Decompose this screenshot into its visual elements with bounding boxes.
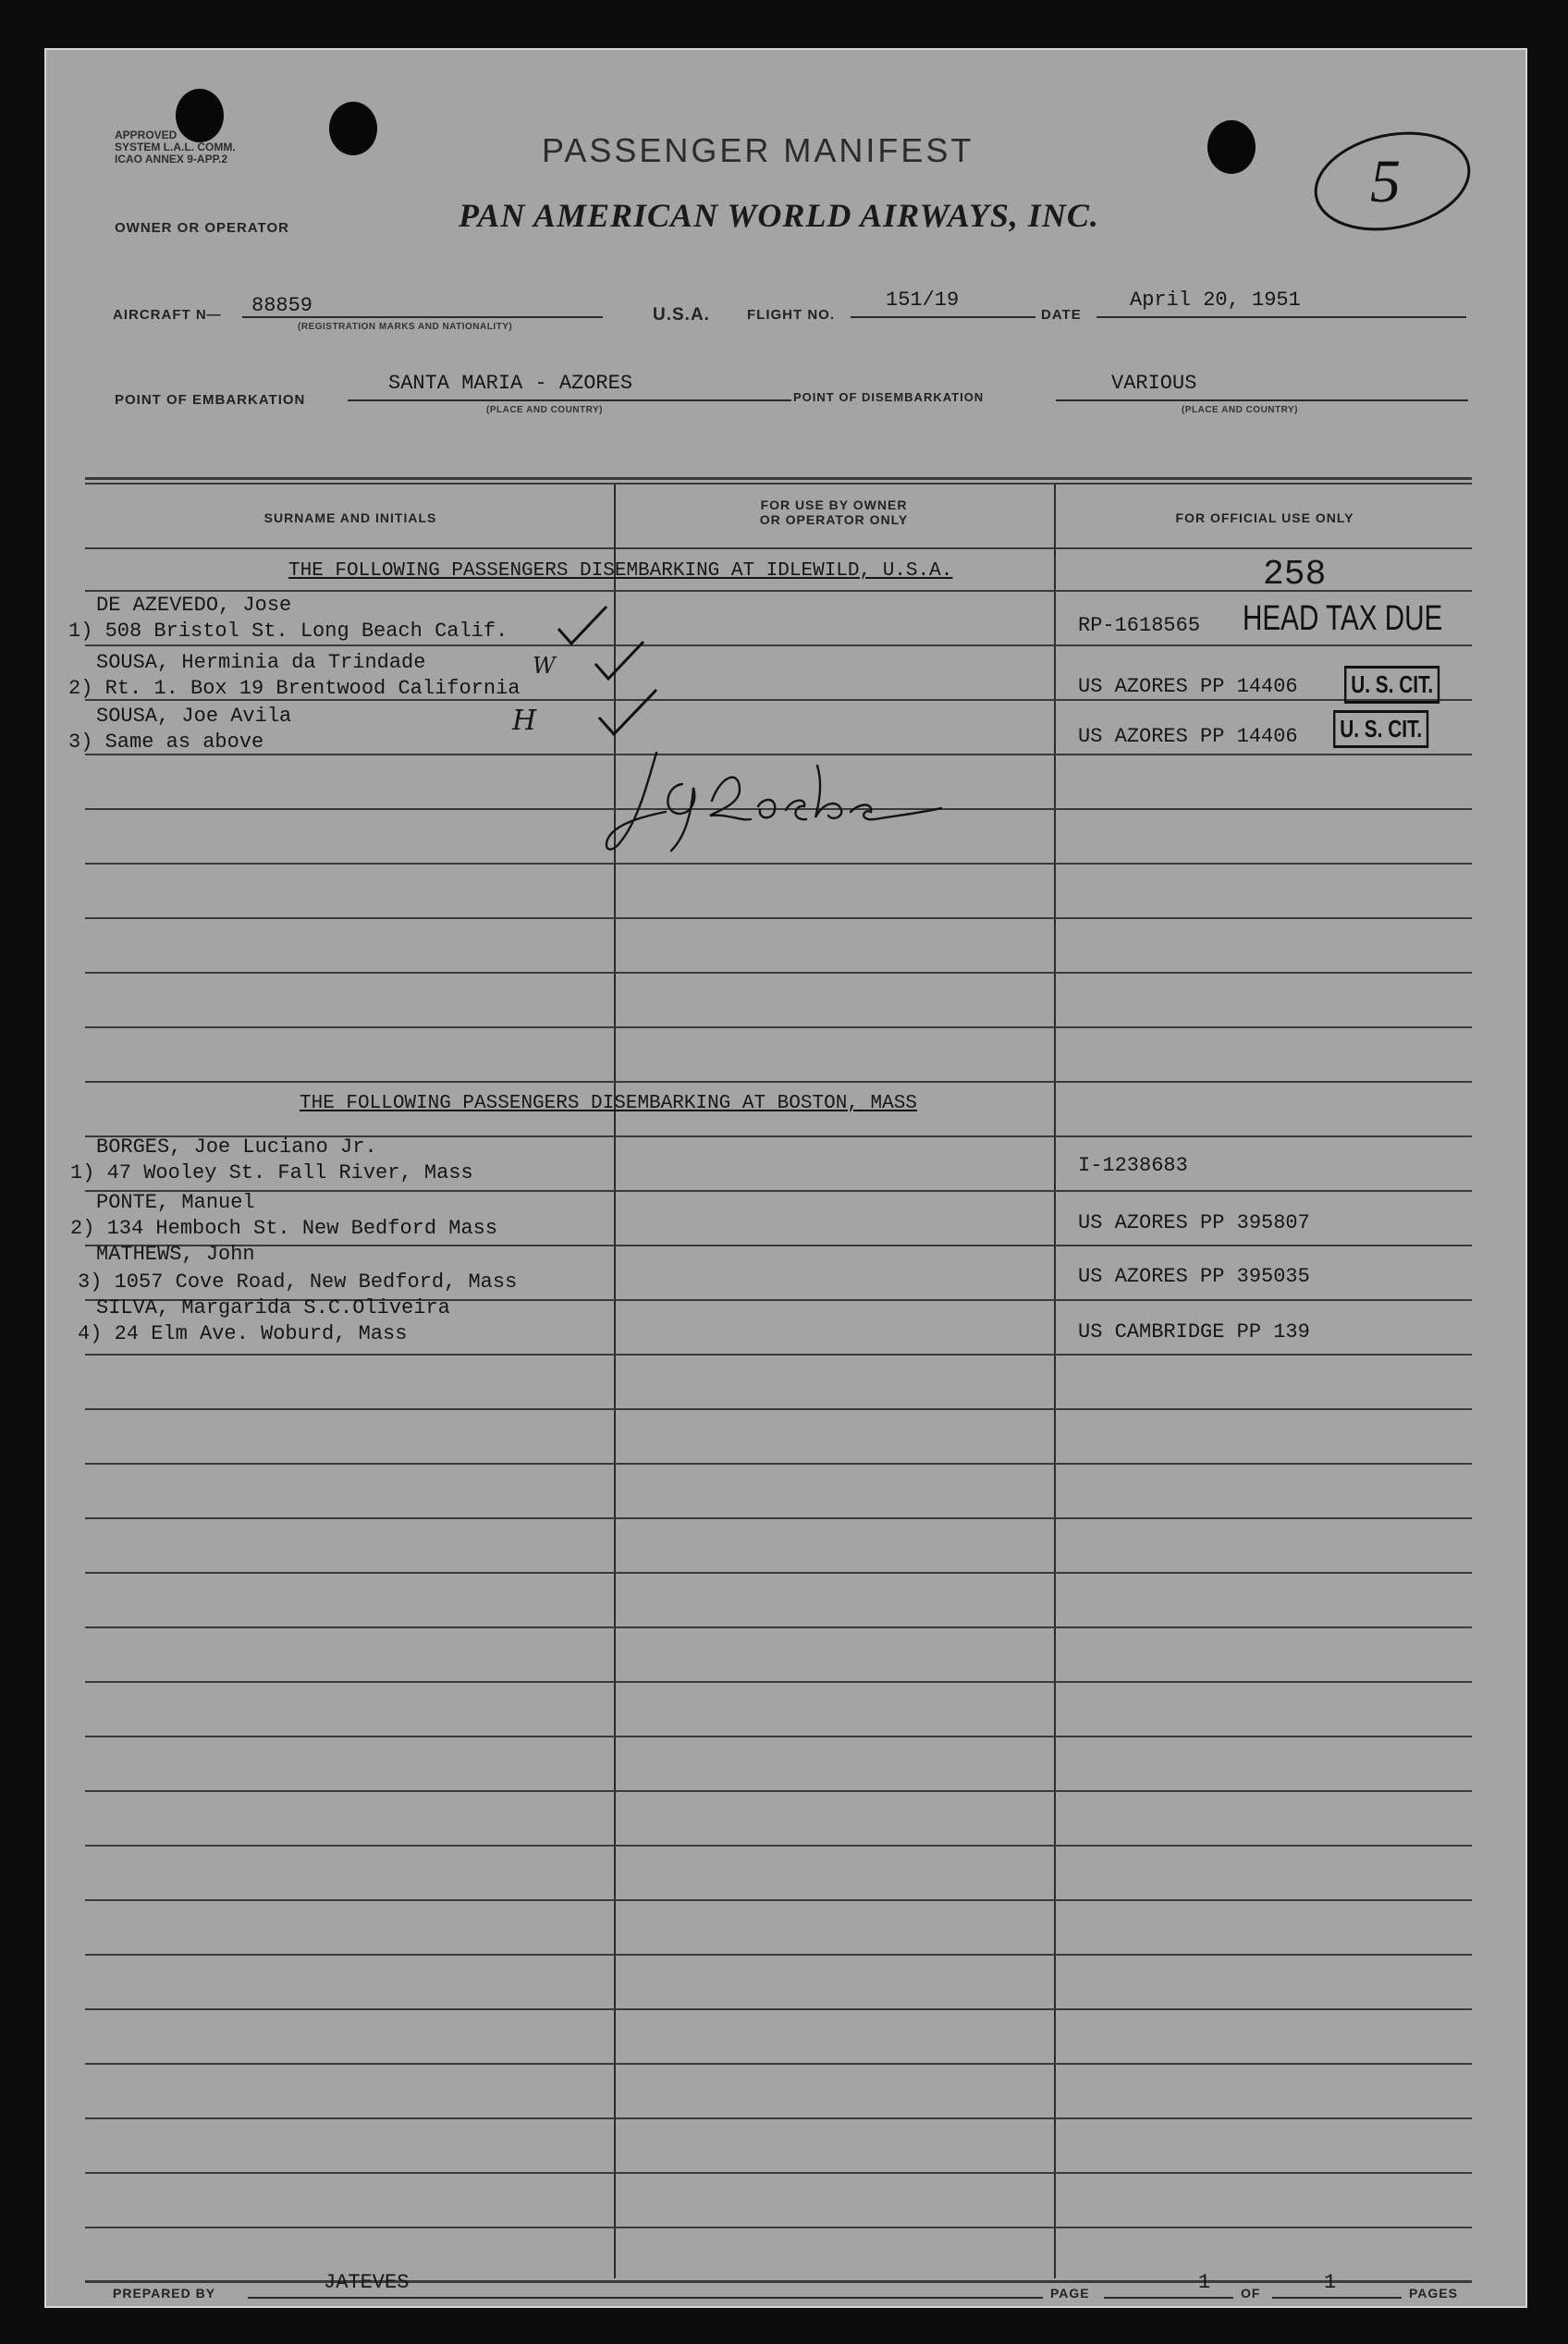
- punch-hole-right: [1207, 120, 1256, 174]
- owner-value: PAN AMERICAN WORLD AIRWAYS, INC.: [459, 197, 1099, 234]
- passenger-official: US CAMBRIDGE PP 139: [1078, 1320, 1310, 1344]
- passenger-count: 258: [1263, 555, 1327, 595]
- embark-underline: [348, 399, 791, 401]
- column-header-official: FOR OFFICIAL USE ONLY: [1175, 510, 1354, 525]
- prepared-underline: [248, 2297, 1043, 2299]
- aircraft-value: 88859: [251, 294, 313, 317]
- approval-line: ICAO ANNEX 9-APP.2: [115, 153, 228, 166]
- approval-line: APPROVED: [115, 129, 178, 141]
- passenger-name: SILVA, Margarida S.C.Oliveira: [96, 1296, 450, 1319]
- passenger-name: BORGES, Joe Luciano Jr.: [96, 1135, 377, 1159]
- owner-label: OWNER OR OPERATOR: [115, 220, 289, 236]
- ruled-line: [85, 1408, 1472, 1410]
- column-header-owner: [616, 497, 1052, 527]
- passenger-address: 4) 24 Elm Ave. Woburd, Mass: [78, 1322, 408, 1345]
- check-mark-icon: [592, 638, 647, 684]
- citizen-stamp: U. S. CIT.: [1333, 710, 1428, 748]
- ruled-line: [85, 2063, 1472, 2065]
- passenger-address: 3) Same as above: [68, 730, 264, 754]
- passenger-official: US AZORES PP 14406: [1078, 675, 1298, 698]
- ruled-line: [85, 644, 1472, 646]
- ruled-line: [85, 1845, 1472, 1847]
- disembark-value: VARIOUS: [1111, 372, 1197, 395]
- column-header-owner-line: OR OPERATOR ONLY: [759, 512, 909, 527]
- head-tax-stamp: HEAD TAX DUE: [1243, 599, 1443, 638]
- approval-line: SYSTEM L.A.L. COMM.: [115, 141, 236, 153]
- ruled-line: [85, 2117, 1472, 2119]
- passenger-name: MATHEWS, John: [96, 1243, 255, 1266]
- ruled-line: [85, 1572, 1472, 1574]
- disembark-label: POINT OF DISEMBARKATION: [793, 390, 985, 404]
- embark-label: POINT OF EMBARKATION: [115, 392, 306, 408]
- date-label: DATE: [1041, 307, 1082, 323]
- handwritten-mark: W: [533, 653, 556, 679]
- passenger-official: US AZORES PP 14406: [1078, 725, 1298, 748]
- aircraft-label: AIRCRAFT N—: [113, 307, 222, 323]
- passenger-official: US AZORES PP 395035: [1078, 1265, 1310, 1288]
- ruled-line: [85, 863, 1472, 865]
- ruled-line: [85, 1736, 1472, 1737]
- ruled-line: [85, 917, 1472, 919]
- date-underline: [1096, 316, 1466, 318]
- aircraft-underline: [242, 316, 603, 318]
- flight-label: FLIGHT NO.: [747, 307, 835, 323]
- ruled-line: [85, 1354, 1472, 1356]
- embark-value: SANTA MARIA - AZORES: [388, 372, 633, 395]
- ruled-line: [85, 1190, 1472, 1192]
- ruled-line: [85, 1463, 1472, 1465]
- section-heading-idlewild: THE FOLLOWING PASSENGERS DISEMBARKING AT IDLEWILD, U.S.A.: [288, 560, 953, 582]
- table-top-rule-2: [85, 483, 1472, 485]
- page-underline: [1104, 2297, 1233, 2299]
- passenger-name: DE AZEVEDO, Jose: [96, 594, 292, 617]
- passenger-address: 1) 508 Bristol St. Long Beach Calif.: [68, 620, 508, 643]
- page-value: 1: [1198, 2271, 1211, 2294]
- passenger-name: SOUSA, Joe Avila: [96, 705, 292, 728]
- sheet-number: 5: [1370, 148, 1401, 215]
- pages-label: PAGES: [1409, 2286, 1458, 2301]
- passenger-name: PONTE, Manuel: [96, 1191, 255, 1214]
- table-top-rule: [85, 477, 1472, 480]
- ruled-line: [85, 1517, 1472, 1519]
- page-label: PAGE: [1050, 2286, 1090, 2301]
- date-value: April 20, 1951: [1130, 288, 1301, 312]
- usa-label: U.S.A.: [653, 305, 710, 325]
- signature: [601, 747, 952, 858]
- ruled-line: [85, 1790, 1472, 1792]
- aircraft-sublabel: (REGISTRATION MARKS AND NATIONALITY): [298, 322, 513, 332]
- column-header-surname: SURNAME AND INITIALS: [263, 510, 437, 525]
- passenger-official: RP-1618565: [1078, 614, 1201, 637]
- footer-rule: [85, 2280, 1472, 2283]
- ruled-line: [85, 1681, 1472, 1683]
- ruled-line: [85, 1899, 1472, 1901]
- flight-underline: [851, 316, 1035, 318]
- passenger-address: 2) Rt. 1. Box 19 Brentwood California: [68, 677, 521, 700]
- punch-hole-left: [176, 89, 224, 142]
- flight-value: 151/19: [886, 288, 960, 312]
- section-heading-boston: THE FOLLOWING PASSENGERS DISEMBARKING AT BOSTON, MASS: [300, 1093, 917, 1114]
- passenger-name: SOUSA, Herminia da Trindade: [96, 651, 426, 674]
- of-label: OF: [1241, 2286, 1261, 2301]
- column-header-owner-line: FOR USE BY OWNER: [760, 497, 908, 512]
- embark-sublabel: (PLACE AND COUNTRY): [486, 405, 603, 415]
- disembark-sublabel: (PLACE AND COUNTRY): [1182, 405, 1298, 415]
- page-title: PASSENGER MANIFEST: [542, 131, 974, 169]
- passenger-official: I-1238683: [1078, 1154, 1188, 1177]
- handwritten-mark: H: [512, 705, 537, 737]
- passenger-address: 1) 47 Wooley St. Fall River, Mass: [70, 1161, 473, 1184]
- prepared-label: PREPARED BY: [113, 2286, 216, 2301]
- sheet-number-circle: [1305, 126, 1477, 237]
- ruled-line: [85, 972, 1472, 974]
- ruled-line: [85, 1026, 1472, 1028]
- of-value: 1: [1324, 2271, 1337, 2294]
- citizen-stamp: U. S. CIT.: [1344, 666, 1439, 704]
- ruled-line: [85, 1245, 1472, 1246]
- table-header-rule: [85, 547, 1472, 549]
- ruled-line: [85, 2008, 1472, 2010]
- check-mark-icon: [595, 686, 660, 738]
- passenger-official: US AZORES PP 395807: [1078, 1211, 1310, 1234]
- ruled-line: [85, 2172, 1472, 2174]
- passenger-address: 2) 134 Hemboch St. New Bedford Mass: [70, 1217, 498, 1240]
- passenger-address: 3) 1057 Cove Road, New Bedford, Mass: [78, 1270, 518, 1294]
- approval-note: [68, 80, 236, 166]
- ruled-line: [85, 1954, 1472, 1956]
- ruled-line: [85, 2227, 1472, 2228]
- ruled-line: [85, 1626, 1472, 1628]
- of-underline: [1272, 2297, 1402, 2299]
- prepared-value: JATEVES: [324, 2271, 410, 2294]
- ruled-line: [85, 1081, 1472, 1083]
- punch-hole-center: [329, 102, 377, 155]
- disembark-underline: [1056, 399, 1468, 401]
